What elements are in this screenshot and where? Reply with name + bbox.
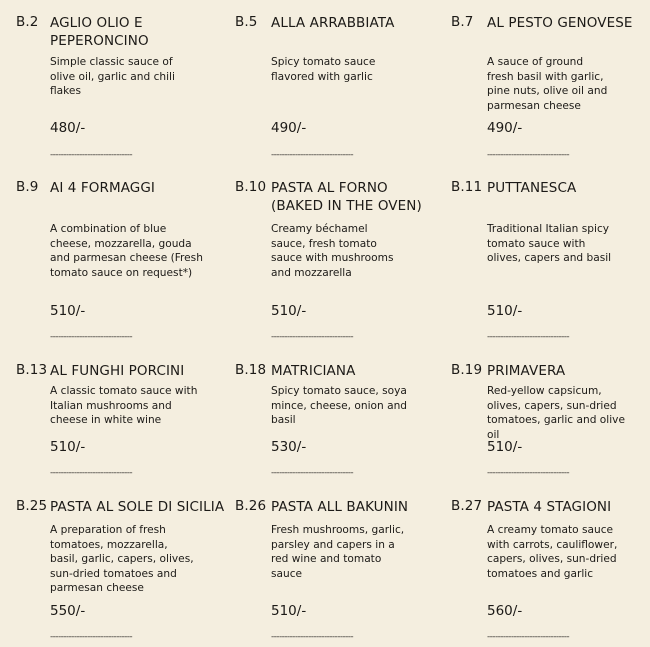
item-description: Red-yellow capsicum, olives, capers, sun-dried tomatoes, garlic and olive oil <box>487 385 625 441</box>
separator-line: ------------------------------- <box>487 150 570 160</box>
item-price: 530/- <box>271 439 307 455</box>
item-price: 510/- <box>271 303 307 319</box>
separator-line: ------------------------------- <box>271 468 354 478</box>
item-code: B.27 <box>451 498 483 514</box>
item-code: B.19 <box>451 362 483 378</box>
item-title: PASTA AL FORNO (BAKED IN THE OVEN) <box>271 180 422 214</box>
separator-line: ------------------------------- <box>50 468 133 478</box>
item-code: B.11 <box>451 179 483 195</box>
separator-line: ------------------------------- <box>271 632 354 642</box>
item-price: 510/- <box>487 303 523 319</box>
item-description: Fresh mushrooms, garlic, parsley and capers in a red wine and tomato sauce <box>271 524 405 580</box>
item-price: 510/- <box>50 303 86 319</box>
item-title: PRIMAVERA <box>487 363 566 379</box>
separator-line: ------------------------------- <box>50 150 133 160</box>
item-code: B.7 <box>451 14 474 30</box>
item-code: B.25 <box>16 498 48 514</box>
item-title: AGLIO OLIO E PEPERONCINO <box>50 15 149 49</box>
separator-line: ------------------------------- <box>487 332 570 342</box>
item-title: PUTTANESCA <box>487 180 577 196</box>
item-description: A combination of blue cheese, mozzarella, gouda and parmesan cheese (Fresh tomato sauce on request*) <box>50 223 203 279</box>
item-description: Spicy tomato sauce, soya mince, cheese, onion and basil <box>271 385 408 426</box>
item-code: B.13 <box>16 362 48 378</box>
separator-line: ------------------------------- <box>271 332 354 342</box>
separator-line: ------------------------------- <box>487 632 570 642</box>
item-title: AL PESTO GENOVESE <box>487 15 633 31</box>
separator-line: ------------------------------- <box>487 468 570 478</box>
separator-line: ------------------------------- <box>50 332 133 342</box>
item-price: 560/- <box>487 603 523 619</box>
item-title: PASTA AL SOLE DI SICILIA <box>50 499 225 515</box>
item-description: Traditional Italian spicy tomato sauce with olives, capers and basil <box>487 223 612 264</box>
item-price: 490/- <box>487 120 523 136</box>
item-price: 510/- <box>271 603 307 619</box>
item-price: 510/- <box>50 439 86 455</box>
item-price: 490/- <box>271 120 307 136</box>
item-title: AI 4 FORMAGGI <box>50 180 156 196</box>
item-code: B.9 <box>16 179 39 195</box>
item-code: B.26 <box>235 498 267 514</box>
item-title: MATRICIANA <box>271 363 356 379</box>
item-description: A creamy tomato sauce with carrots, cauliflower, capers, olives, sun-dried tomatoes and garlic <box>487 524 618 580</box>
separator-line: ------------------------------- <box>271 150 354 160</box>
item-price: 480/- <box>50 120 86 136</box>
item-description: Creamy béchamel sauce, fresh tomato sauce with mushrooms and mozzarella <box>271 223 394 279</box>
separator-line: ------------------------------- <box>50 632 133 642</box>
item-title: ALLA ARRABBIATA <box>271 15 395 31</box>
item-description: A preparation of fresh tomatoes, mozzarella, basil, garlic, capers, olives, sun-dried tomatoes and parmesan cheese <box>50 524 194 594</box>
item-description: Spicy tomato sauce flavored with garlic <box>271 56 376 83</box>
item-code: B.10 <box>235 179 267 195</box>
item-description: Simple classic sauce of olive oil, garlic and chili flakes <box>50 56 175 97</box>
item-description: A classic tomato sauce with Italian mushrooms and cheese in white wine <box>50 385 198 426</box>
item-code: B.2 <box>16 14 39 30</box>
item-title: PASTA 4 STAGIONI <box>487 499 612 515</box>
item-price: 510/- <box>487 439 523 455</box>
item-description: A sauce of ground fresh basil with garlic, pine nuts, olive oil and parmesan cheese <box>487 56 608 112</box>
item-code: B.18 <box>235 362 267 378</box>
item-price: 550/- <box>50 603 86 619</box>
item-title: PASTA ALL BAKUNIN <box>271 499 409 515</box>
item-title: AL FUNGHI PORCINI <box>50 363 185 379</box>
item-code: B.5 <box>235 14 258 30</box>
